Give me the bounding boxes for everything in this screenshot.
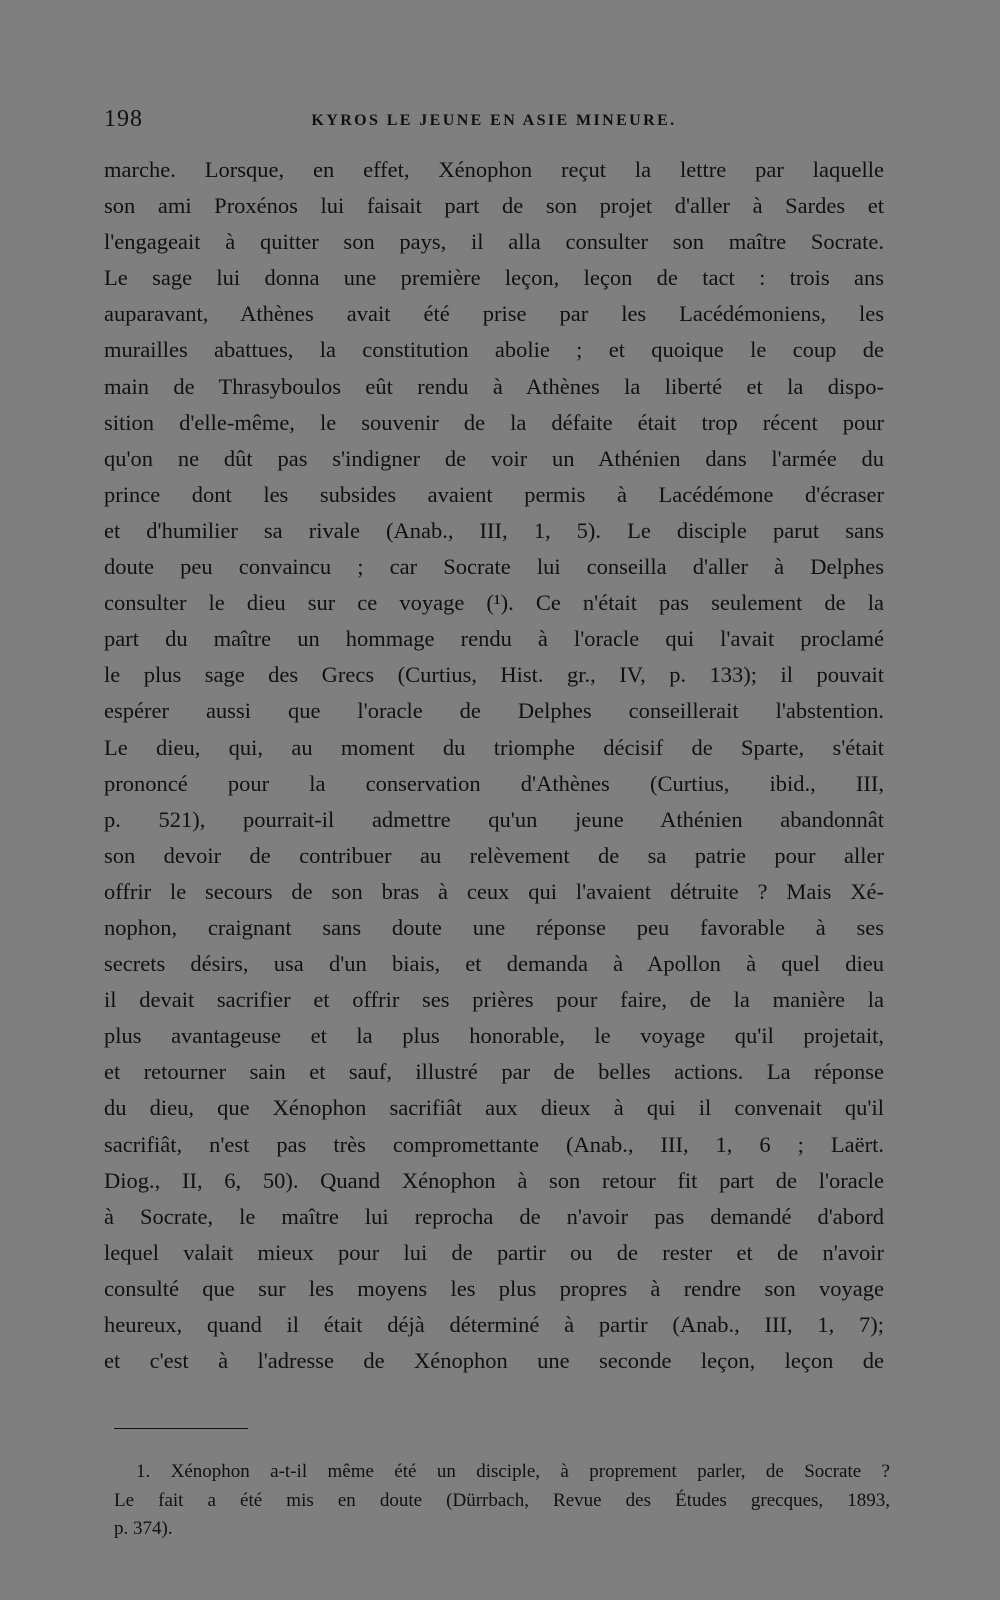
body-line: doute peu convaincu ; car Socrate lui conseilla d'aller à Delphes <box>104 554 884 580</box>
body-line: Diog., II, 6, 50). Quand Xénophon à son retour fit part de l'oracle <box>104 1167 884 1193</box>
body-line: consulté que sur les moyens les plus propres à rendre son voyage <box>104 1275 884 1301</box>
body-line: à Socrate, le maître lui reprocha de n'avoir pas demandé d'abord <box>104 1203 884 1229</box>
body-line: et retourner sain et sauf, illustré par de belles actions. La réponse <box>104 1059 884 1085</box>
body-line: il devait sacrifier et offrir ses prières pour faire, de la manière la <box>104 987 884 1013</box>
body-line: main de Thrasyboulos eût rendu à Athènes la liberté et la dispo- <box>104 373 884 399</box>
body-line: p. 521), pourrait-il admettre qu'un jeune Athénien abandonnât <box>104 806 884 832</box>
body-line: lequel valait mieux pour lui de partir ou de rester et de n'avoir <box>104 1239 884 1265</box>
body-line: espérer aussi que l'oracle de Delphes conseillerait l'abstention. <box>104 698 884 724</box>
footnote-line: Le fait a été mis en doute (Dürrbach, Revue des Études grecques, 1893, <box>114 1489 890 1511</box>
running-head <box>104 106 884 136</box>
body-line: du dieu, que Xénophon sacrifiât aux dieux à qui il convenait qu'il <box>104 1095 884 1121</box>
body-line: son devoir de contribuer au relèvement de sa patrie pour aller <box>104 842 884 868</box>
body-line: part du maître un hommage rendu à l'oracle qui l'avait proclamé <box>104 626 884 652</box>
body-line: consulter le dieu sur ce voyage (¹). Ce n'était pas seulement de la <box>104 590 884 616</box>
body-line: sacrifiât, n'est pas très compromettante (Anab., III, 1, 6 ; Laërt. <box>104 1131 884 1157</box>
body-line: plus avantageuse et la plus honorable, le voyage qu'il projetait, <box>104 1023 884 1049</box>
body-line: prince dont les subsides avaient permis à Lacédémone d'écraser <box>104 481 884 507</box>
body-line: Le sage lui donna une première leçon, leçon de tact : trois ans <box>104 265 884 291</box>
body-line: nophon, craignant sans doute une réponse peu favorable à ses <box>104 914 884 940</box>
body-line: sition d'elle-même, le souvenir de la défaite était trop récent pour <box>104 409 884 435</box>
body-line: secrets désirs, usa d'un biais, et demanda à Apollon à quel dieu <box>104 951 884 977</box>
body-line: offrir le secours de son bras à ceux qui l'avaient détruite ? Mais Xé- <box>104 878 884 904</box>
footnote <box>114 1458 890 1544</box>
body-line: Le dieu, qui, au moment du triomphe décisif de Sparte, s'était <box>104 734 884 760</box>
footnote-divider <box>114 1428 248 1429</box>
body-line: murailles abattues, la constitution abolie ; et quoique le coup de <box>104 337 884 363</box>
body-line: qu'on ne dût pas s'indigner de voir un Athénien dans l'armée du <box>104 445 884 471</box>
body-text <box>104 152 884 1379</box>
footnote-line: p. 374). <box>114 1518 173 1539</box>
body-line: auparavant, Athènes avait été prise par les Lacédémoniens, les <box>104 301 884 327</box>
body-line: l'engageait à quitter son pays, il alla consulter son maître Socrate. <box>104 229 884 255</box>
body-line: heureux, quand il était déjà déterminé à partir (Anab., III, 1, 7); <box>104 1312 884 1337</box>
body-line: prononcé pour la conservation d'Athènes (Curtius, ibid., III, <box>104 770 884 796</box>
running-title: KYROS LE JEUNE EN ASIE MINEURE. <box>311 112 677 129</box>
footnote-line: 1. Xénophon a-t-il même été un disciple, à proprement parler, de Socrate ? <box>136 1461 890 1482</box>
body-line: le plus sage des Grecs (Curtius, Hist. gr., IV, p. 133); il pouvait <box>104 662 884 688</box>
body-line: son ami Proxénos lui faisait part de son projet d'aller à Sardes et <box>104 193 884 219</box>
body-line: marche. Lorsque, en effet, Xénophon reçut la lettre par laquelle <box>104 157 884 182</box>
body-line: et d'humilier sa rivale (Anab., III, 1, 5). Le disciple parut sans <box>104 517 884 543</box>
page-number: 198 <box>104 106 143 132</box>
body-line: et c'est à l'adresse de Xénophon une seconde leçon, leçon de <box>104 1348 884 1374</box>
